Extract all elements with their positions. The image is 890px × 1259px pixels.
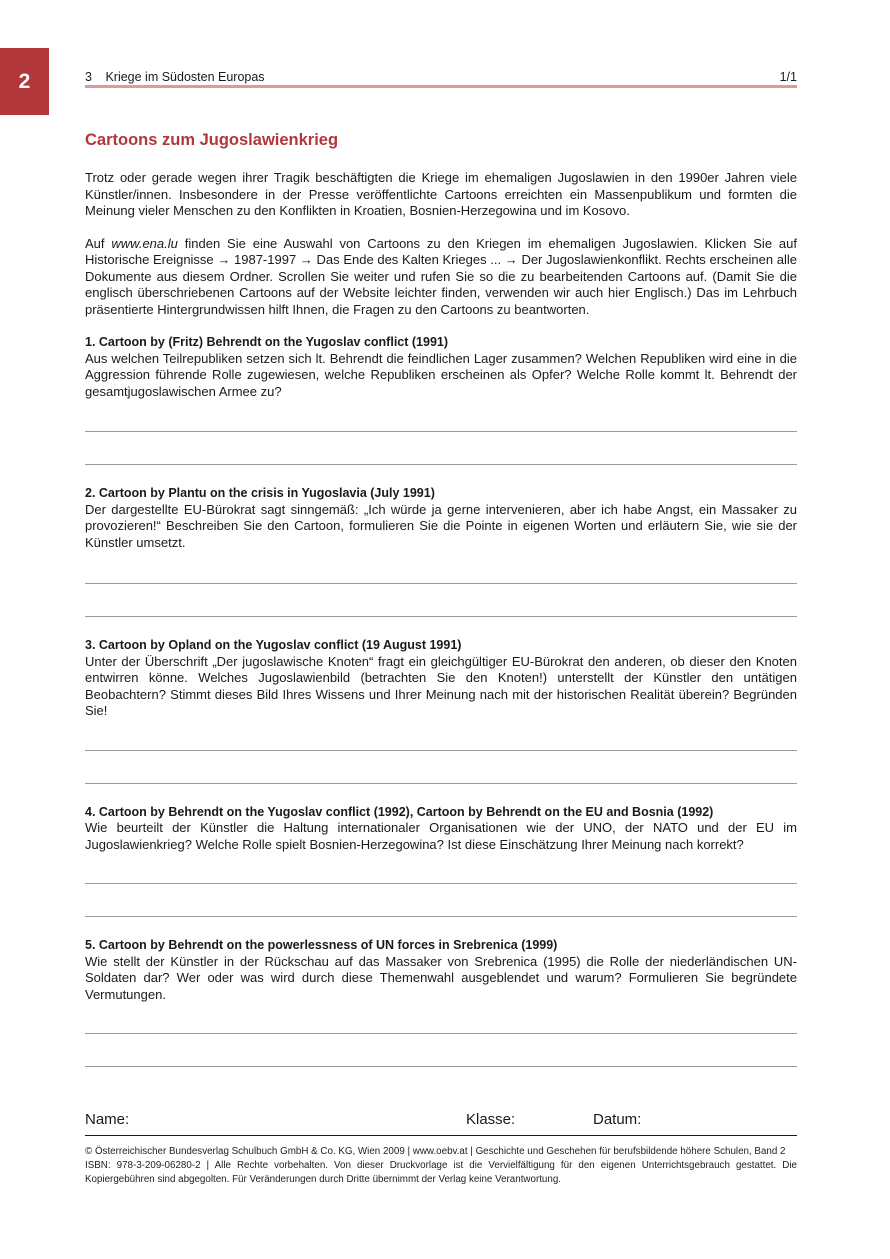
name-field-label[interactable]: Name:: [85, 1111, 130, 1128]
intro-rest: finden Sie eine Auswahl von Cartoons zu den Kriegen im ehemaligen Jugoslawien. Klicken Sie auf Historische Ereignisse → 1987-1997 → Das Ende des Kalten Krieges ... → Der Jugoslawienkonflikt. Rechts erscheinen alle Dokumente aus diesem Ordner. Scrollen Sie weiter und rufen Sie so die zu bearbeitenden Cartoons auf. (Damit Sie die englisch überschriebenen Cartoons auf der Website leichter finden, verwenden wir auch hier Englisch.) Das im Lehrbuch präsentierte Hintergrundwissen hilft Ihnen, die Fragen zu den Cartoons zu beantworten.: [85, 235, 797, 317]
page-header: [85, 67, 797, 87]
header-rule: [85, 85, 797, 88]
question-title: 2. Cartoon by Plantu on the crisis in Yugoslavia (July 1991): [85, 486, 435, 500]
copyright-notice: [85, 1145, 797, 1187]
class-field-label[interactable]: Klasse:: [466, 1111, 516, 1128]
answer-line[interactable]: [85, 464, 797, 465]
answer-line[interactable]: [85, 783, 797, 784]
worksheet-title: Cartoons zum Jugoslawienkrieg: [85, 131, 339, 149]
answer-line[interactable]: [85, 616, 797, 617]
question-block: [85, 637, 797, 784]
answer-line[interactable]: [85, 1066, 797, 1067]
intro-prefix: Auf: [85, 235, 112, 251]
question-title: 4. Cartoon by Behrendt on the Yugoslav conflict (1992), Cartoon by Behrendt on the EU and Bosnia (1992): [85, 804, 714, 819]
chapter-number: 3: [85, 70, 92, 84]
footer-rule: [85, 1135, 797, 1136]
question-block: [85, 804, 797, 918]
question-text: Wie stellt der Künstler in der Rückschau auf das Massaker von Srebrenica (1995) die Rolle der niederländischen UN-Soldaten dar? Wer oder was wird durch diese Themenwahl ausgeblendet und warum? Formulieren Sie begründete Vermutungen.: [85, 953, 797, 1002]
footer-fields: [85, 1111, 797, 1133]
intro-paragraph-2: [85, 236, 797, 319]
ena-link[interactable]: www.ena.lu: [111, 235, 178, 251]
question-text: Unter der Überschrift „Der jugoslawische Knoten“ fragt ein gleichgültiger EU-Bürokrat den anderen, ob dieser den Knoten entwirren könne. Welches Jugoslawienbild (betrachten Sie den Knoten!) unterstellt der Künstler den untätigen Beobachtern? Stimmt dieses Bild Ihres Wissens und Ihrer Meinung nach mit der historischen Realität überein? Begründen Sie!: [85, 653, 797, 718]
question-title: 5. Cartoon by Behrendt on the powerlessness of UN forces in Srebrenica (1999): [85, 938, 558, 952]
question-title: 3. Cartoon by Opland on the Yugoslav conflict (19 August 1991): [85, 638, 462, 652]
question-block: [85, 937, 797, 1067]
copyright-line-2: ISBN: 978-3-209-06280-2 | Alle Rechte vorbehalten. Von dieser Druckvorlage ist die Vervielfältigung für den eigenen Unterrichtsgebrauch gestattet. Die Kopiergebühren sind abgegolten. Für Veränderungen durch Dritte übernimmt der Verlag keine Verantwortung.: [85, 1160, 797, 1185]
answer-line[interactable]: [85, 583, 797, 584]
page-counter: 1/1: [779, 70, 797, 84]
question-text: Aus welchen Teilrepubliken setzen sich lt. Behrendt die feindlichen Lager zusammen? Welchen Republiken wird eine in die Aggression führende Rolle zugewiesen, welche Republiken erscheinen als Opfer? Welche Rolle kommt lt. Behrendt der gesamtjugoslawischen Armee zu?: [85, 350, 797, 399]
page-tab-number: 2: [0, 48, 49, 115]
chapter-title: Kriege im Südosten Europas: [105, 70, 265, 84]
intro-paragraph-1: Trotz oder gerade wegen ihrer Tragik beschäftigten die Kriege im ehemaligen Jugoslawien in den 1990er Jahren viele Künstler/innen. Insbesondere in der Presse veröffentlichte Cartoons erreichten ein Massenpublikum und formten die Meinung vieler Menschen zu den Konflikten in Kroatien, Bosnien-Herzegowina und im Kosovo.: [85, 170, 797, 218]
question-title: 1. Cartoon by (Fritz) Behrendt on the Yugoslav conflict (1991): [85, 335, 449, 349]
question-block: [85, 334, 797, 465]
question-text: Der dargestellte EU-Bürokrat sagt sinngemäß: „Ich würde ja gerne intervenieren, aber ich habe Angst, ein Massaker zu provozieren!“ Beschreiben Sie den Cartoon, formulieren Sie die Pointe in eigenen Worten und erläutern Sie, wie sie der Künstler umsetzt.: [85, 501, 797, 550]
date-field-label[interactable]: Datum:: [593, 1111, 642, 1128]
answer-line[interactable]: [85, 1033, 797, 1034]
answer-line[interactable]: [85, 883, 797, 884]
answer-line[interactable]: [85, 916, 797, 917]
answer-line[interactable]: [85, 431, 797, 432]
question-text: Wie beurteilt der Künstler die Haltung internationaler Organisationen wie der UNO, der NATO und der EU im Jugoslawienkrieg? Welche Rolle spielt Bosnien-Herzegowina? Ist diese Einschätzung Ihrer Meinung nach korrekt?: [85, 820, 797, 852]
worksheet-content: [85, 131, 797, 1067]
answer-line[interactable]: [85, 750, 797, 751]
question-block: [85, 485, 797, 617]
copyright-line-1: © Österreichischer Bundesverlag Schulbuch GmbH & Co. KG, Wien 2009 | www.oebv.at | Geschichte und Geschehen für berufsbildende höhere Schulen, Band 2: [85, 1146, 786, 1157]
